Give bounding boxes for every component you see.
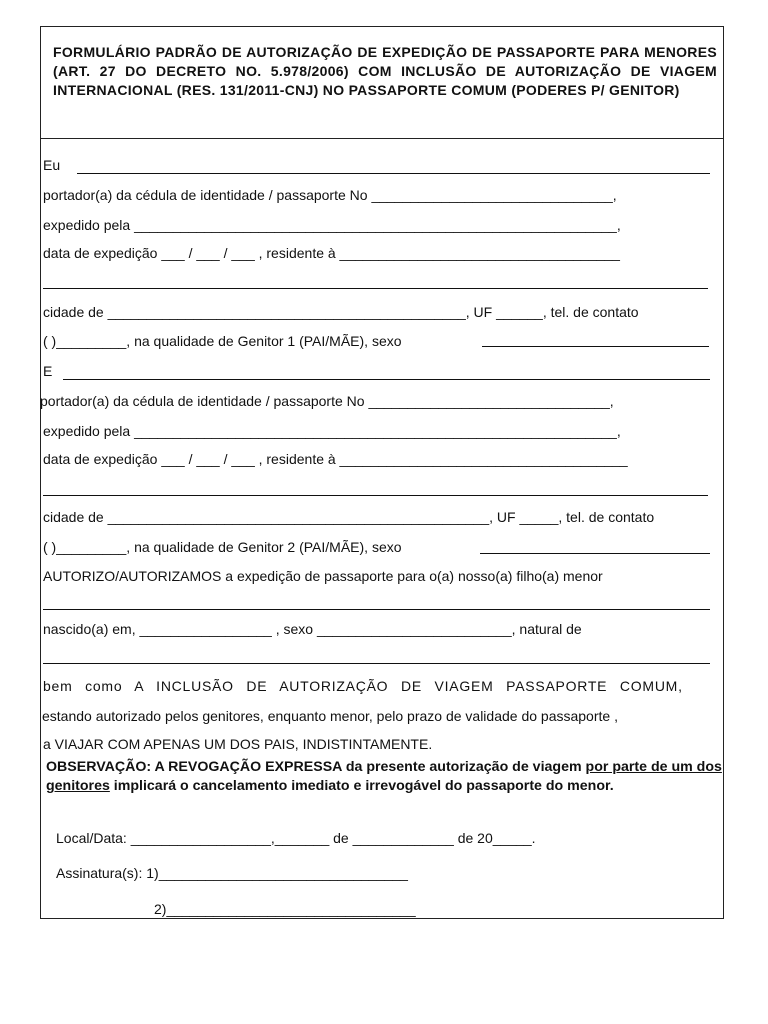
sex-field-2[interactable]	[480, 553, 710, 554]
inclusion-text: bem como A INCLUSÃO DE AUTORIZAÇÃO DE VIAGEM PASSAPORTE COMUM,	[43, 678, 683, 694]
form-header	[40, 26, 724, 139]
city-line-1[interactable]: cidade de ______________________________________________, UF ______, tel. de contato	[43, 304, 639, 320]
observation-part2: implicará o cancelamento imediato e irrevogável do passaporte do menor.	[109, 778, 614, 794]
authorize-text: AUTORIZO/AUTORIZAMOS a expedição de passaporte para o(a) nosso(a) filho(a) menor	[43, 568, 603, 584]
issue-date-line-2[interactable]: data de expedição ___ / ___ / ___ , residente à _____________________________________	[43, 451, 628, 467]
observation-underlined: por parte de um dos genitores	[46, 759, 722, 794]
observation-text	[46, 758, 724, 796]
signature-line-1[interactable]: Assinatura(s): 1)________________________________	[56, 865, 408, 881]
name-field-2[interactable]	[63, 379, 710, 380]
quality-line-1: ( )_________, na qualidade de Genitor 1 (PAI/MÃE), sexo	[43, 333, 402, 349]
authorized-text: estando autorizado pelos genitores, enquanto menor, pelo prazo de validade do passaporte ,	[42, 708, 618, 724]
id-line-1[interactable]: portador(a) da cédula de identidade / passaporte No _______________________________,	[43, 187, 617, 203]
issuer-line-1[interactable]: expedido pela ______________________________________________________________,	[43, 217, 621, 233]
e-label: E	[43, 363, 53, 379]
name-field-1[interactable]	[77, 173, 710, 174]
travel-text: a VIAJAR COM APENAS UM DOS PAIS, INDISTINTAMENTE.	[43, 736, 433, 752]
birth-line[interactable]: nascido(a) em, _________________ , sexo _________________________, natural de	[43, 621, 582, 637]
address-field-2[interactable]	[43, 495, 708, 496]
issue-date-line-1[interactable]: data de expedição ___ / ___ / ___ , residente à ____________________________________	[43, 245, 620, 261]
issuer-line-2[interactable]: expedido pela ______________________________________________________________,	[43, 423, 621, 439]
observation-part1: OBSERVAÇÃO: A REVOGAÇÃO EXPRESSA da presente autorização de viagem	[46, 759, 586, 775]
minor-name-field[interactable]	[43, 609, 710, 610]
id-line-2[interactable]: portador(a) da cédula de identidade / passaporte No _______________________________,	[40, 393, 614, 409]
form-title: FORMULÁRIO PADRÃO DE AUTORIZAÇÃO DE EXPEDIÇÃO DE PASSAPORTE PARA MENORES (ART. 27 DO DECRETO NO. 5.978/2006) COM INCLUSÃO DE AUTORIZAÇÃO DE VIAGEM INTERNACIONAL (RES. 131/2011-CNJ) NO PASSAPORTE COMUM (PODERES P/ GENITOR)	[53, 44, 717, 98]
birthplace-field[interactable]	[43, 663, 710, 664]
local-date-line[interactable]: Local/Data: __________________,_______ de _____________ de 20_____.	[56, 830, 536, 846]
eu-label: Eu	[43, 157, 61, 173]
sex-field-1[interactable]	[482, 346, 709, 347]
city-line-2[interactable]: cidade de _________________________________________________, UF _____, tel. de contato	[43, 509, 655, 525]
signature-line-2[interactable]: 2)________________________________	[154, 901, 416, 917]
address-field-1[interactable]	[43, 288, 708, 289]
quality-line-2: ( )_________, na qualidade de Genitor 2 (PAI/MÃE), sexo	[43, 539, 402, 555]
